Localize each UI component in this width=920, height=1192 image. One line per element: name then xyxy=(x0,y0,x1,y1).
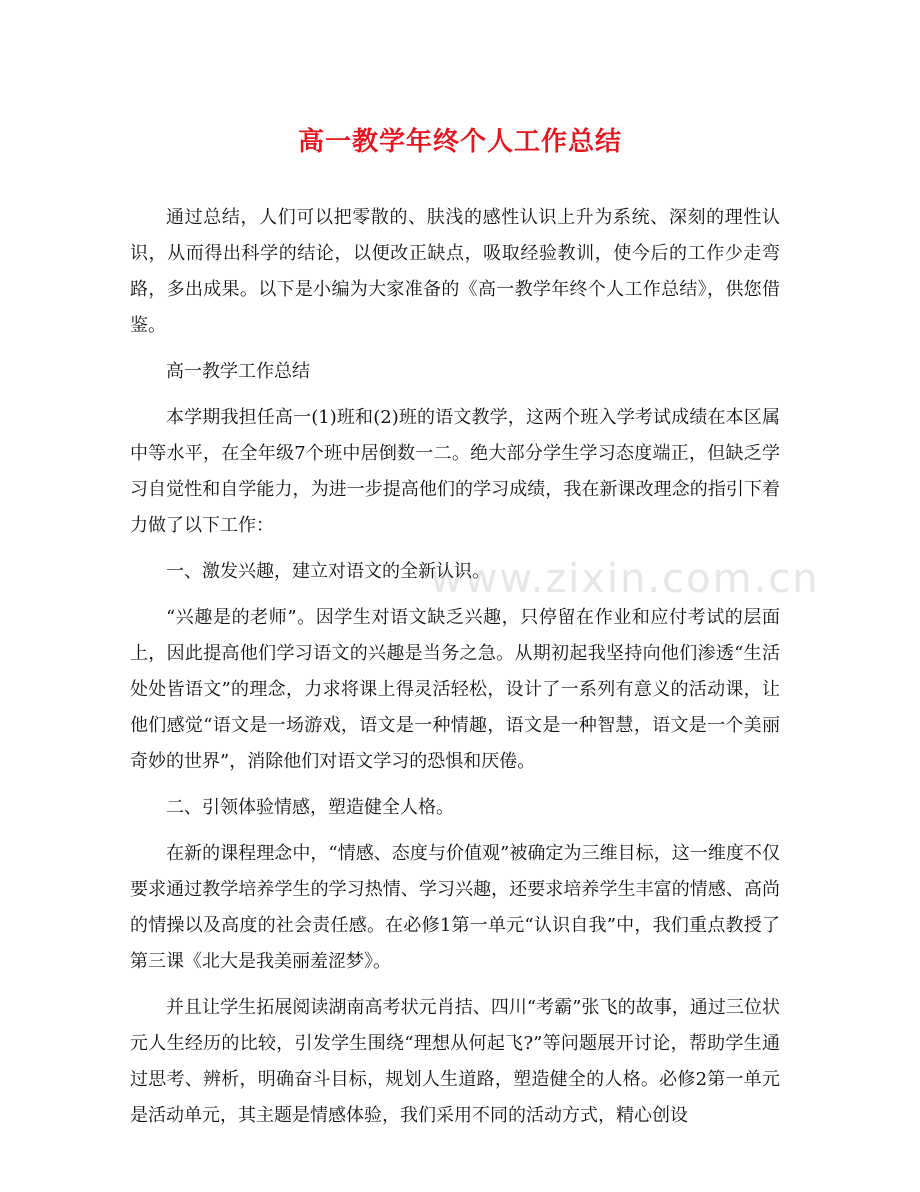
section-heading: 高一教学工作总结 xyxy=(166,361,310,382)
subheading-emotion: 二、引领体验情感，塑造健全人格。 xyxy=(166,797,454,818)
document-title: 高一教学年终个人工作总结 xyxy=(297,127,622,157)
paragraph-activities: 并且让学生拓展阅读湖南高考状元肖拮、四川“考霸”张飞的故事，通过三位状元人生经历的比较，引发学生围绕“理想从何起飞?”等问题展开讨论，帮助学生通过思考、辨析，明确奋斗目标，规划人生道路，塑造健全的人格。必修2第一单元是活动单元，其主题是情感体验，我们采用不同的活动方式，精心创设 xyxy=(130,997,780,1126)
paragraph-intro: 通过总结，人们可以把零散的、肤浅的感性认识上升为系统、深刻的理性认识，从而得出科学的结论，以便改正缺点，吸取经验教训，使今后的工作少走弯路，多出成果。以下是小编为大家准备的《高一教学年终个人工作总结》，供您借鉴。 xyxy=(130,207,780,336)
document-body xyxy=(130,200,780,1144)
paragraph-emotion: 在新的课程理念中，“情感、态度与价值观”被确定为三维目标，这一维度不仅要求通过教学培养学生的学习热情、学习兴趣，还要求培养学生丰富的情感、高尚的情操以及高度的社会责任感。在必修1第一单元“认识自我”中，我们重点教授了第三课《北大是我美丽羞涩梦》。 xyxy=(130,843,780,972)
subheading-interest: 一、激发兴趣，建立对语文的全新认识。 xyxy=(166,561,490,582)
paragraph-interest: “兴趣是的老师”。因学生对语文缺乏兴趣，只停留在作业和应付考试的层面上，因此提高他们学习语文的兴趣是当务之急。从期初起我坚持向他们渗透“生活处处皆语文”的理念，力求将课上得灵活轻松，设计了一系列有意义的活动课，让他们感觉“语文是一场游戏，语文是一种情趣，语文是一种智慧，语文是一个美丽奇妙的世界”，消除他们对语文学习的恐惧和厌倦。 xyxy=(130,607,780,772)
watermark: www.zixin.com.cn xyxy=(430,556,820,602)
paragraph-background: 本学期我担任高一(1)班和(2)班的语文教学，这两个班入学考试成绩在本区属中等水平，在全年级7个班中居倒数一二。绝大部分学生学习态度端正，但缺乏学习自觉性和自学能力，为进一步提高他们的学习成绩，我在新课改理念的指引下着力做了以下工作： xyxy=(130,407,780,536)
